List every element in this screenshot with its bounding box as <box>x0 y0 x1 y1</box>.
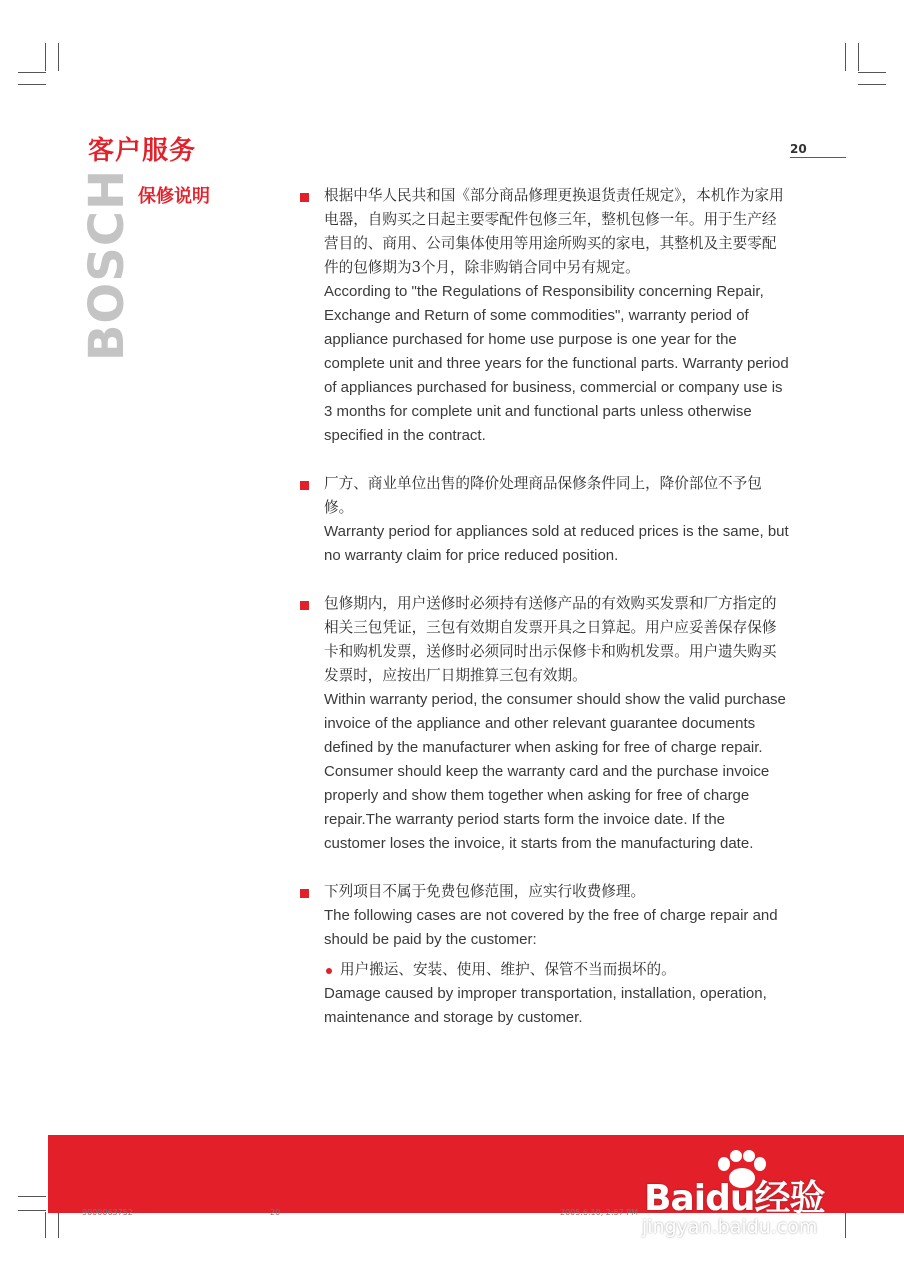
crop-mark <box>45 43 46 71</box>
baidu-watermark <box>640 1150 870 1245</box>
dot-bullet-icon <box>326 968 332 974</box>
square-bullet-icon <box>300 481 309 490</box>
crop-mark <box>18 1210 46 1211</box>
print-timestamp: 2005.6.10, 2:57 PM <box>560 1208 639 1217</box>
square-bullet-icon <box>300 601 309 610</box>
list-item <box>300 592 790 856</box>
item-text-zh: 根据中华人民共和国《部分商品修理更换退货责任规定》，本机作为家用电器，自购买之日起主要零配件包修三年，整机包修一年。用于生产经营目的、商用、公司集体使用等用途所购买的家电，其整机及主要零配件的包修期为3个月，除非购销合同中另有规定。 <box>324 187 784 276</box>
square-bullet-icon <box>300 193 309 202</box>
sub-list-item <box>324 958 790 982</box>
item-text-en: Within warranty period, the consumer should show the valid purchase invoice of the appliance and other relevant guarantee documents defined by the manufacturer when asking for free of charge repair. Consumer should keep the warranty card and the purchase invoice properly and show them together when asking for free of charge repair.The warranty period starts form the invoice date. If the customer loses the invoice, it starts from the manufacturing date. <box>324 691 786 852</box>
item-text-zh: 下列项目不属于免费包修范围，应实行收费修理。 <box>324 883 646 900</box>
list-item <box>300 184 790 448</box>
brand-text: BOSCH <box>79 168 135 362</box>
crop-mark <box>18 72 46 73</box>
footer-page: 20 <box>270 1208 281 1217</box>
item-text-zh: 厂方、商业单位出售的降价处理商品保修条件同上，降价部位不予包修。 <box>324 475 762 516</box>
list-item <box>300 472 790 568</box>
page-number: 20 <box>790 142 846 158</box>
crop-mark <box>858 43 859 71</box>
square-bullet-icon <box>300 889 309 898</box>
item-text-en: According to "the Regulations of Responsibility concerning Repair, Exchange and Return of some commodities", warranty period of appliance purchased for home use purpose is one year for the complete unit and three years for the functional parts. Warranty period of appliances purchased for business, commercial or company use is 3 months for complete unit and functional parts unless otherwise specified in the contract. <box>324 283 789 444</box>
crop-mark <box>58 1212 59 1238</box>
page-title: 客户服务 <box>88 136 197 166</box>
section-title: 保修说明 <box>138 186 210 207</box>
crop-mark <box>845 43 846 71</box>
warranty-content <box>300 184 790 1054</box>
item-text-zh: 包修期内，用户送修时必须持有送修产品的有效购买发票和厂方指定的相关三包凭证，三包有效期自发票开具之日算起。用户应妥善保存保修卡和购机发票，送修时必须同时出示保修卡和购机发票。用户遗失购买发票时，应按出厂日期推算三包有效期。 <box>324 595 777 684</box>
brand-logo <box>72 168 142 362</box>
crop-mark <box>18 84 46 85</box>
crop-mark <box>18 1196 46 1197</box>
crop-mark <box>58 43 59 71</box>
item-text-en: The following cases are not covered by the free of charge repair and should be paid by the customer: <box>324 907 778 948</box>
watermark-logo: Baidu经验 <box>644 1178 825 1219</box>
crop-mark <box>858 84 886 85</box>
crop-mark <box>45 1212 46 1238</box>
crop-mark <box>858 72 886 73</box>
sub-item-text-zh: 用户搬运、安装、使用、维护、保管不当而损坏的。 <box>340 961 676 978</box>
item-text-en: Warranty period for appliances sold at reduced prices is the same, but no warranty claim for price reduced position. <box>324 523 789 564</box>
list-item <box>300 880 790 1030</box>
sub-item-text-en: Damage caused by improper transportation, installation, operation, maintenance and storage by customer. <box>324 985 767 1026</box>
doc-code: 9000063752 <box>82 1208 133 1217</box>
watermark-url: jingyan.baidu.com <box>642 1216 818 1238</box>
